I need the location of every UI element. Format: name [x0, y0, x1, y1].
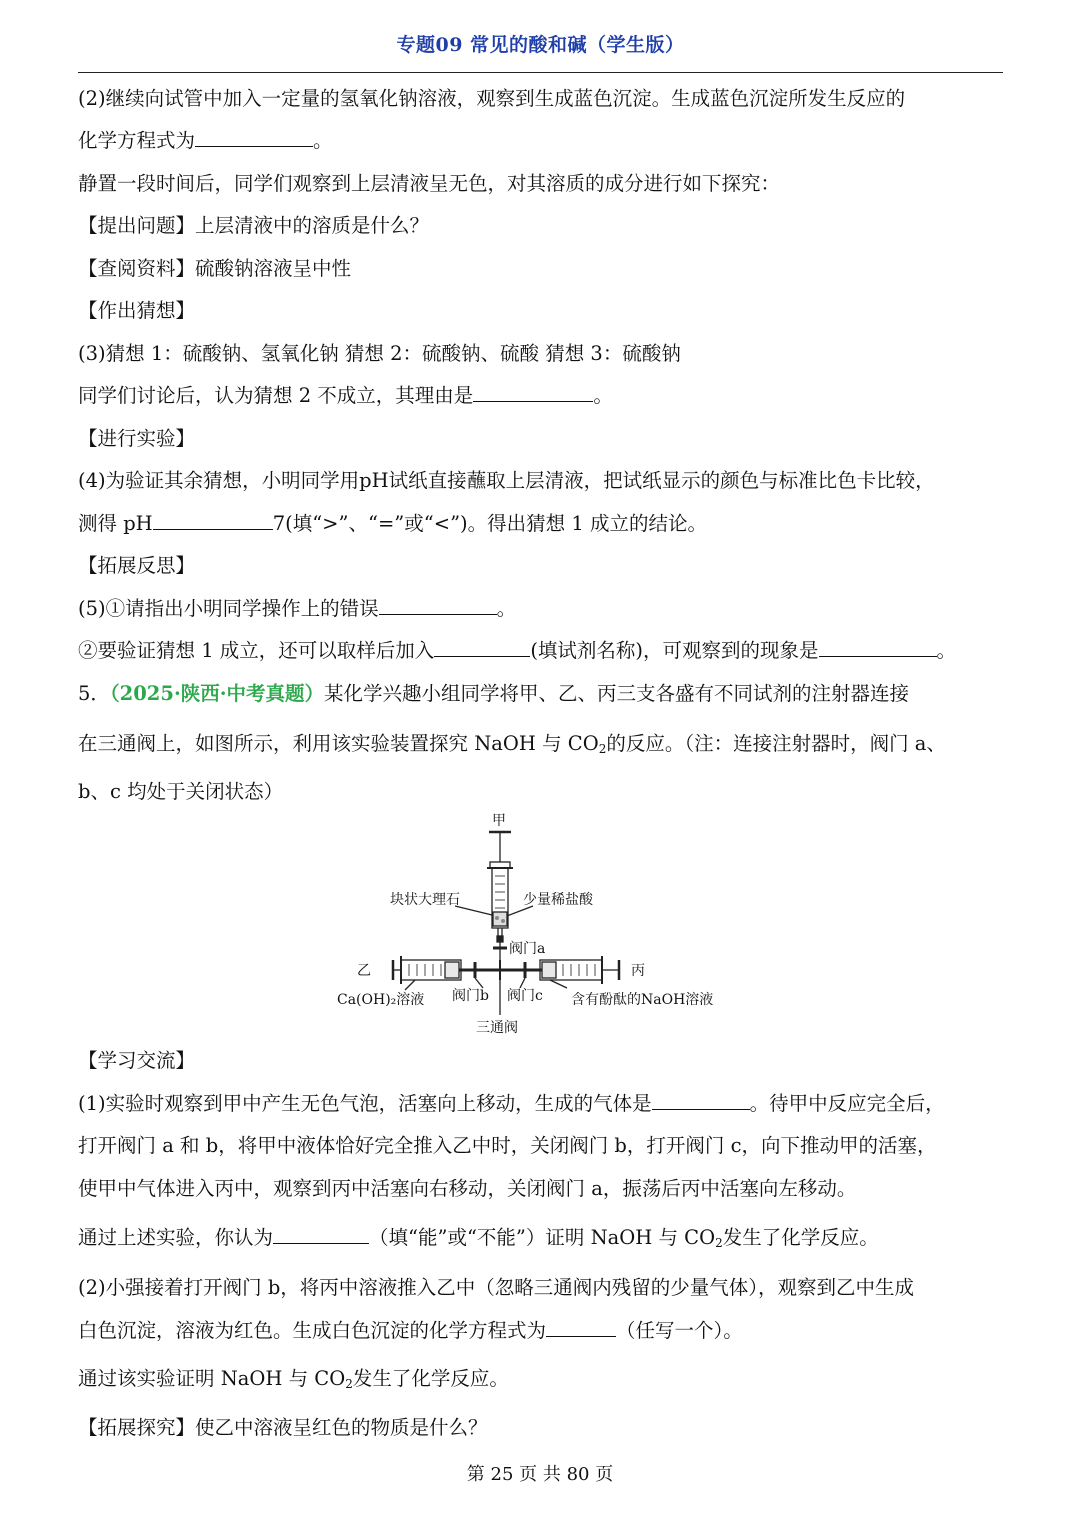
text-line: 通过上述实验，你认为 （填“能”或“不能”）证明 NaOH 与 $CO_2$发生了化学反应。	[78, 1226, 879, 1250]
text-line: 通过该实验证明 NaOH 与 $CO_2$发生了化学反应。	[78, 1367, 509, 1391]
page-header-title: 专题09 常见的酸和碱（学生版）	[396, 34, 685, 56]
section-heading: 【提出问题】上层清液中的溶质是什么？	[78, 214, 430, 237]
label-naoh: 含有酚酞的NaOH溶液	[571, 992, 714, 1008]
text-line: (4)为验证其余猜想，小明同学用pH试纸直接蘸取上层清液，把试纸显示的颜色与标准比色卡比较，	[78, 469, 935, 492]
label-acid: 少量稀盐酸	[523, 892, 593, 908]
text-line: (3)猜想 1：硫酸钠、氢氧化钠 猜想 2：硫酸钠、硫酸 猜想 3：硫酸钠	[78, 342, 681, 365]
answer-blank[interactable]	[473, 383, 593, 402]
label-yi: 乙	[357, 963, 371, 979]
question-number: 5．	[78, 682, 110, 705]
text-line: 使甲中气体进入丙中，观察到丙中活塞向右移动，关闭阀门 a，振荡后丙中活塞向左移动。	[78, 1177, 857, 1200]
section-heading: 【查阅资料】硫酸钠溶液呈中性	[78, 257, 352, 280]
label-valve-c: 阀门c	[507, 988, 543, 1004]
page-number: 第 25 页 共 80 页	[466, 1464, 614, 1485]
label-jia: 甲	[492, 813, 506, 829]
apparatus-diagram	[335, 810, 765, 1045]
section-heading: 【作出猜想】	[78, 299, 196, 322]
answer-blank[interactable]	[153, 511, 273, 530]
label-three-way: 三通阀	[476, 1020, 518, 1036]
label-marble: 块状大理石	[390, 892, 460, 908]
question-source: （2025·陕西·中考真题）	[109, 682, 325, 705]
text-line: (5)①请指出小明同学操作上的错误 。	[78, 597, 517, 620]
text-line: 化学方程式为 。	[78, 129, 333, 152]
answer-blank[interactable]	[652, 1091, 750, 1110]
answer-blank[interactable]	[273, 1225, 369, 1244]
answer-blank[interactable]	[546, 1318, 616, 1337]
section-heading: 【进行实验】	[78, 427, 196, 450]
text-line: 测得 pH 7(填“>”、“=”或“<”)。得出猜想 1 成立的结论。	[78, 512, 707, 535]
answer-blank[interactable]	[195, 128, 313, 147]
text-line: 同学们讨论后，认为猜想 2 不成立，其理由是 。	[78, 384, 613, 407]
text-line: b、c 均处于关闭状态）	[78, 780, 284, 803]
section-heading: 【学习交流】	[78, 1049, 196, 1072]
text-line: ②要验证猜想 1 成立，还可以取样后加入 (填试剂名称)，可观察到的现象是 。	[78, 639, 957, 662]
label-valve-b: 阀门b	[452, 988, 489, 1004]
answer-blank[interactable]	[434, 638, 530, 657]
text-line: 在三通阀上，如图所示，利用该实验装置探究 NaOH 与 $CO_2$的反应。（注：连接注射器时，阀门 a、	[78, 732, 946, 756]
label-caoh: Ca(OH)₂溶液	[337, 992, 425, 1008]
text-line: 打开阀门 a 和 b，将甲中液体恰好完全推入乙中时，关闭阀门 b，打开阀门 c，向下推动甲的活塞，	[78, 1134, 937, 1157]
answer-blank[interactable]	[379, 596, 497, 615]
section-heading: 【拓展反思】	[78, 554, 196, 577]
text-line: (2)继续向试管中加入一定量的氢氧化钠溶液，观察到生成蓝色沉淀。生成蓝色沉淀所发生反应的	[78, 87, 906, 110]
answer-blank[interactable]	[819, 638, 937, 657]
text-line: (2)小强接着打开阀门 b，将丙中溶液推入乙中（忽略三通阀内残留的少量气体），观察到乙中生成	[78, 1276, 915, 1299]
text-line: (1)实验时观察到甲中产生无色气泡，活塞向上移动，生成的气体是 。待甲中反应完全后，	[78, 1092, 945, 1115]
header-rule	[78, 72, 1003, 73]
label-bing: 丙	[631, 963, 645, 979]
section-heading: 【拓展探究】使乙中溶液呈红色的物质是什么？	[78, 1416, 488, 1439]
label-valve-a: 阀门a	[509, 941, 546, 957]
text-line: 静置一段时间后，同学们观察到上层清液呈无色，对其溶质的成分进行如下探究：	[78, 172, 781, 195]
text-line: 白色沉淀，溶液为红色。生成白色沉淀的化学方程式为 （任写一个）。	[78, 1319, 743, 1342]
question-5-line: 5．（2025·陕西·中考真题）某化学兴趣小组同学将甲、乙、丙三支各盛有不同试剂的注射器连接	[78, 682, 910, 705]
